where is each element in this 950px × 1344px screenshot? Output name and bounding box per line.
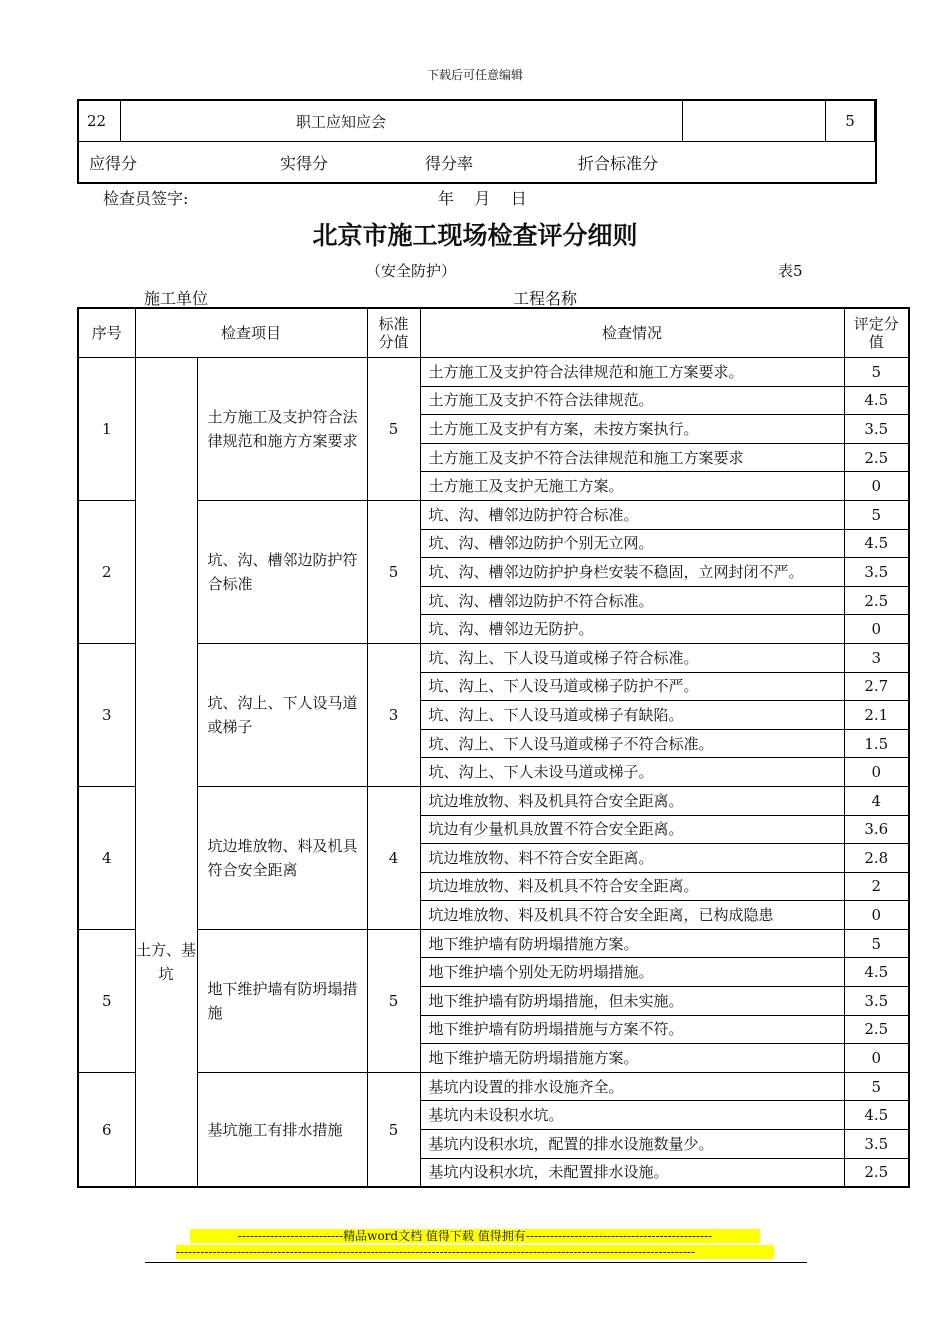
col-no: 序号 xyxy=(78,308,135,358)
table-row xyxy=(78,1072,909,1101)
row-check xyxy=(683,100,826,142)
check-item: 基坑施工有排水措施 xyxy=(197,1072,367,1187)
check-detail: 坑、沟上、下人设马道或梯子符合标准。 xyxy=(420,643,844,672)
check-detail: 土方施工及支护符合法律规范和施工方案要求。 xyxy=(420,358,844,387)
rating-score: 2.5 xyxy=(844,586,909,615)
check-detail: 坑边堆放物、料及机具不符合安全距离。 xyxy=(420,872,844,901)
check-detail: 土方施工及支护无施工方案。 xyxy=(420,472,844,501)
table-row xyxy=(78,358,909,387)
summary-rate: 得分率 xyxy=(425,153,474,173)
check-detail: 地下维护墙有防坍塌措施，但未实施。 xyxy=(420,987,844,1016)
rating-score: 2.8 xyxy=(844,844,909,873)
rating-score: 4.5 xyxy=(844,958,909,987)
rating-score: 2 xyxy=(844,872,909,901)
table-row xyxy=(78,786,909,815)
rating-score: 0 xyxy=(844,615,909,644)
check-detail: 坑、沟、槽邻边防护护身栏安装不稳固，立网封闭不严。 xyxy=(420,558,844,587)
rating-score: 3.5 xyxy=(844,1130,909,1159)
check-item: 土方施工及支护符合法律规范和施方方案要求 xyxy=(197,358,367,501)
rating-score: 2.5 xyxy=(844,1015,909,1044)
rating-score: 3.5 xyxy=(844,558,909,587)
page-title: 北京市施工现场检查评分细则 xyxy=(312,221,638,250)
rating-score: 3.5 xyxy=(844,987,909,1016)
footer-rule xyxy=(145,1262,807,1263)
check-detail: 坑边堆放物、料不符合安全距离。 xyxy=(420,844,844,873)
category-cell: 土方、基坑 xyxy=(135,358,197,1188)
item-number: 4 xyxy=(78,786,135,929)
rating-score: 4.5 xyxy=(844,386,909,415)
table-header xyxy=(78,308,909,358)
check-detail: 坑、沟、槽邻边无防护。 xyxy=(420,615,844,644)
item-number: 5 xyxy=(78,929,135,1072)
rating-score: 3.5 xyxy=(844,415,909,444)
check-detail: 坑、沟、槽邻边防护个别无立网。 xyxy=(420,529,844,558)
rating-score: 2.1 xyxy=(844,701,909,730)
rating-score: 3 xyxy=(844,643,909,672)
check-detail: 坑、沟、槽邻边防护符合标准。 xyxy=(420,500,844,529)
check-detail: 坑边有少量机具放置不符合安全距离。 xyxy=(420,815,844,844)
table-body xyxy=(78,358,909,1188)
previous-table xyxy=(77,99,877,184)
standard-score: 5 xyxy=(367,1072,420,1187)
check-detail: 土方施工及支护不符合法律规范和施工方案要求 xyxy=(420,443,844,472)
rating-score: 5 xyxy=(844,500,909,529)
check-detail: 地下维护墙有防坍塌措施方案。 xyxy=(420,929,844,958)
row-rating xyxy=(875,100,877,142)
summary-converted: 折合标准分 xyxy=(578,153,659,173)
rating-score: 0 xyxy=(844,1044,909,1073)
subtitle: （安全防护） xyxy=(366,262,457,280)
table-row xyxy=(78,929,909,958)
check-detail: 地下维护墙无防坍塌措施方案。 xyxy=(420,1044,844,1073)
rating-score: 1.5 xyxy=(844,729,909,758)
check-item: 坑、沟、槽邻边防护符合标准 xyxy=(197,500,367,643)
check-detail: 基坑内设积水坑，配置的排水设施数量少。 xyxy=(420,1130,844,1159)
standard-score: 5 xyxy=(367,358,420,501)
rating-score: 2.5 xyxy=(844,1158,909,1187)
row-number: 22 xyxy=(78,100,121,142)
item-number: 6 xyxy=(78,1072,135,1187)
check-detail: 土方施工及支护不符合法律规范。 xyxy=(420,386,844,415)
rating-score: 0 xyxy=(844,472,909,501)
item-number: 2 xyxy=(78,500,135,643)
check-detail: 坑、沟上、下人设马道或梯子防护不严。 xyxy=(420,672,844,701)
rating-score: 0 xyxy=(844,758,909,787)
check-item: 坑、沟上、下人设马道或梯子 xyxy=(197,643,367,786)
check-detail: 坑边堆放物、料及机具符合安全距离。 xyxy=(420,786,844,815)
col-item: 检查项目 xyxy=(135,308,367,358)
check-detail: 坑、沟、槽邻边防护不符合标准。 xyxy=(420,586,844,615)
standard-score: 5 xyxy=(367,929,420,1072)
check-detail: 基坑内设置的排水设施齐全。 xyxy=(420,1072,844,1101)
signature-date: 年 月 日 xyxy=(438,189,527,208)
rating-score: 0 xyxy=(844,901,909,930)
standard-score: 5 xyxy=(367,500,420,643)
header-note: 下载后可任意编辑 xyxy=(426,68,523,82)
row-item: 职工应知应会 xyxy=(121,100,683,142)
check-detail: 坑、沟上、下人设马道或梯子不符合标准。 xyxy=(420,729,844,758)
rating-score: 5 xyxy=(844,1072,909,1101)
rating-score: 2.5 xyxy=(844,443,909,472)
check-detail: 土方施工及支护有方案，未按方案执行。 xyxy=(420,415,844,444)
check-detail: 地下维护墙有防坍塌措施与方案不符。 xyxy=(420,1015,844,1044)
item-number: 1 xyxy=(78,358,135,501)
check-detail: 坑、沟上、下人未设马道或梯子。 xyxy=(420,758,844,787)
row-score: 5 xyxy=(826,100,875,142)
rating-score: 4.5 xyxy=(844,1101,909,1130)
unit-label: 施工单位 xyxy=(144,289,209,308)
item-number: 3 xyxy=(78,643,135,786)
col-std: 标准分值 xyxy=(367,308,420,358)
check-detail: 坑边堆放物、料及机具不符合安全距离，已构成隐患 xyxy=(420,901,844,930)
inspector-signature-label: 检查员签字: xyxy=(103,189,189,208)
summary-actual: 实得分 xyxy=(280,153,329,173)
score-table xyxy=(77,307,910,1188)
table-number: 表5 xyxy=(778,262,803,280)
col-check: 检查情况 xyxy=(420,308,844,358)
col-rating: 评定分值 xyxy=(844,308,909,358)
summary-row xyxy=(78,142,876,184)
rating-score: 4 xyxy=(844,786,909,815)
summary-due: 应得分 xyxy=(89,153,138,173)
rating-score: 2.7 xyxy=(844,672,909,701)
table-row xyxy=(78,500,909,529)
table-row xyxy=(78,643,909,672)
rating-score: 3.6 xyxy=(844,815,909,844)
ad-dashes: -------------------------------------------------------------------------------------------------------------------------------- xyxy=(176,1245,774,1259)
ad-banner: --------------------------精品word文档 值得下载 值得拥有---------------------------------------------- xyxy=(190,1229,760,1243)
check-detail: 基坑内设积水坑，未配置排水设施。 xyxy=(420,1158,844,1187)
check-item: 坑边堆放物、料及机具符合安全距离 xyxy=(197,786,367,929)
rating-score: 4.5 xyxy=(844,529,909,558)
standard-score: 4 xyxy=(367,786,420,929)
project-label: 工程名称 xyxy=(513,289,578,308)
standard-score: 3 xyxy=(367,643,420,786)
check-detail: 坑、沟上、下人设马道或梯子有缺陷。 xyxy=(420,701,844,730)
check-detail: 基坑内未设积水坑。 xyxy=(420,1101,844,1130)
table-row xyxy=(78,100,876,142)
rating-score: 5 xyxy=(844,929,909,958)
rating-score: 5 xyxy=(844,358,909,387)
check-detail: 地下维护墙个别处无防坍塌措施。 xyxy=(420,958,844,987)
check-item: 地下维护墙有防坍塌措施 xyxy=(197,929,367,1072)
